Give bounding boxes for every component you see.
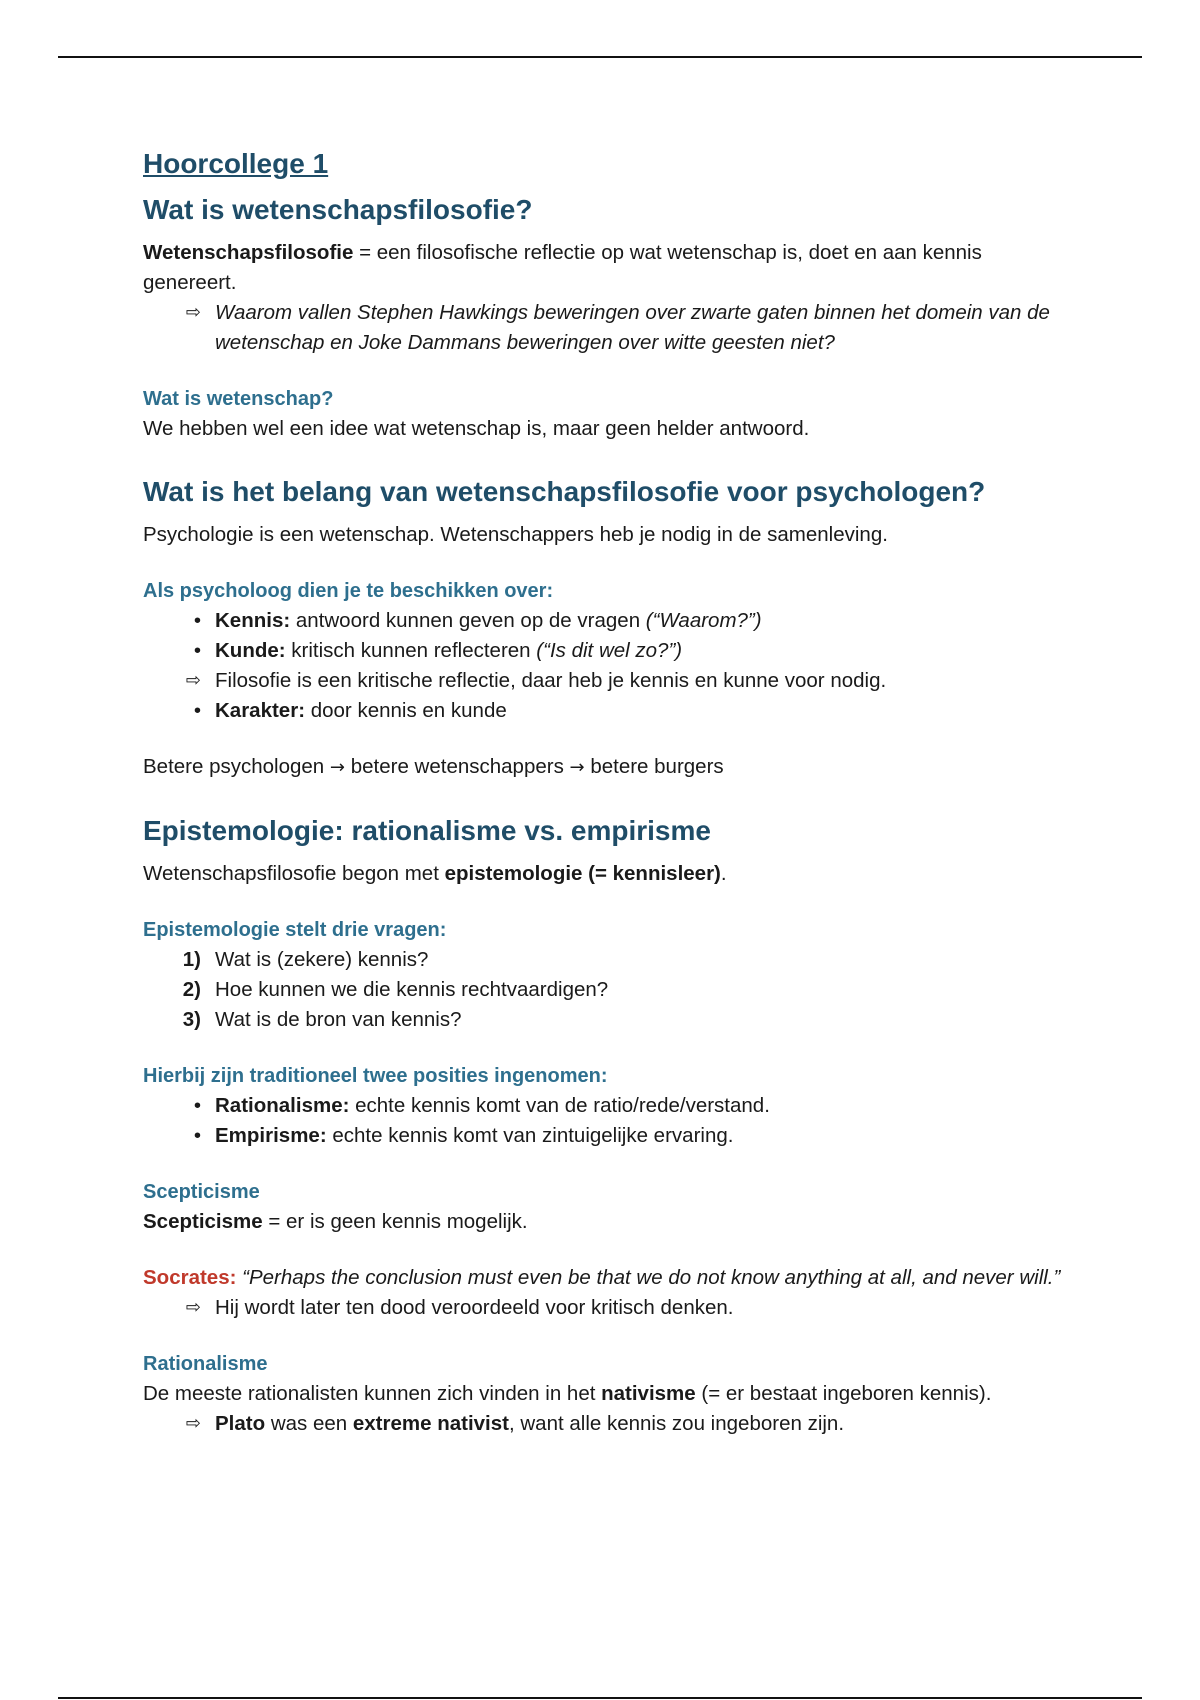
numbered-item (143, 975, 1063, 1005)
item-text: Hoe kunnen we die kennis rechtvaardigen? (215, 978, 609, 1001)
list-item (143, 1091, 1063, 1121)
subheading-wat-is-wetenschap: Wat is wetenschap? (143, 388, 334, 410)
chain-item: betere wetenschappers (350, 755, 564, 778)
arrow-right-icon: ⇨ (185, 670, 201, 691)
arrow-icon: → (329, 757, 346, 778)
list-item (143, 666, 1063, 696)
chain-item: betere burgers (590, 755, 724, 778)
list-item-text: kritisch kunnen reflecteren (285, 639, 537, 662)
list-item-italic: (“Waarom?”) (645, 609, 762, 632)
definition-text: = een filosofische reflectie op wat wetenschap is, doet en aan kennis genereert. (143, 241, 982, 294)
top-rule (58, 56, 1142, 58)
paragraph-nativisme (143, 1379, 1063, 1409)
list-item (143, 696, 1063, 726)
rat-pre: De meeste rationalisten kunnen zich vinden in het (143, 1382, 602, 1405)
arrow-item-text: Hij wordt later ten dood veroordeeld voor kritisch denken. (215, 1296, 734, 1319)
paragraph-psychologie: Psychologie is een wetenschap. Wetenschappers heb je nodig in de samenleving. (143, 523, 888, 546)
scept-term: Scepticisme (143, 1210, 263, 1233)
list-item-term: Kunde: (215, 639, 286, 662)
list-item-term: Rationalisme: (215, 1094, 350, 1117)
item-number: 3) (182, 1008, 201, 1031)
section-heading-epistemologie: Epistemologie: rationalisme vs. empirisme (143, 815, 711, 846)
arrow-right-icon: ⇨ (185, 1297, 201, 1318)
bullet-icon: • (193, 699, 201, 722)
bottom-rule (58, 1697, 1142, 1699)
list-item-italic: (“Is dit wel zo?”) (536, 639, 683, 662)
subheading-rationalisme: Rationalisme (143, 1353, 268, 1375)
arrow-right-icon: ⇨ (185, 1413, 201, 1434)
paragraph-epistemologie (143, 859, 1063, 889)
arrow-item (143, 1409, 1063, 1439)
document-page (143, 140, 1063, 1439)
arrow-item-text: Waarom vallen Stephen Hawkings beweringen over zwarte gaten binnen het domein van de wetenschap en Joke Dammans beweringen over witte geesten niet? (215, 301, 1050, 354)
intro-post: . (720, 862, 727, 885)
section-heading-belang: Wat is het belang van wetenschapsfilosofie voor psychologen? (143, 476, 986, 507)
socrates-name: Socrates: (143, 1266, 237, 1289)
list-item (143, 1121, 1063, 1151)
definition-term: Wetenschapsfilosofie (143, 241, 354, 264)
subheading-psycholoog: Als psycholoog dien je te beschikken over: (143, 580, 554, 602)
list-item-text: door kennis en kunde (305, 699, 507, 722)
list-item (143, 636, 1063, 666)
subheading-scepticisme: Scepticisme (143, 1181, 260, 1203)
paragraph-wetenschap: We hebben wel een idee wat wetenschap is, maar geen helder antwoord. (143, 417, 810, 440)
rat-post: (= er bestaat ingeboren kennis). (695, 1382, 992, 1405)
plato-post: , want alle kennis zou ingeboren zijn. (508, 1412, 845, 1435)
bullet-icon: • (193, 609, 201, 632)
item-text: Wat is de bron van kennis? (215, 1008, 462, 1031)
list-item-term: Kennis: (215, 609, 291, 632)
socrates-quote (143, 1263, 1063, 1293)
arrow-item (143, 298, 1063, 358)
item-text: Wat is (zekere) kennis? (215, 948, 429, 971)
definition-paragraph (143, 238, 1063, 298)
bullet-icon: • (193, 1094, 201, 1117)
plato-term: Plato (215, 1412, 266, 1435)
list-item-term: Empirisme: (215, 1124, 327, 1147)
subheading-drie-vragen: Epistemologie stelt drie vragen: (143, 919, 447, 941)
list-item-term: Karakter: (215, 699, 306, 722)
chain-item: Betere psychologen (143, 755, 325, 778)
paragraph-scepticisme (143, 1207, 1063, 1237)
rat-bold: nativisme (601, 1382, 696, 1405)
chain-paragraph (143, 752, 1063, 783)
numbered-item (143, 945, 1063, 975)
subheading-posities: Hierbij zijn traditioneel twee posities ingenomen: (143, 1065, 608, 1087)
list-item-text: antwoord kunnen geven op de vragen (290, 609, 646, 632)
arrow-item (143, 1293, 1063, 1323)
quote-text: “Perhaps the conclusion must even be that we do not know anything at all, and never will.” (236, 1266, 1061, 1289)
page-title: Hoorcollege 1 (143, 148, 329, 179)
bullet-icon: • (193, 639, 201, 662)
plato-mid: was een (265, 1412, 353, 1435)
numbered-item (143, 1005, 1063, 1035)
bullet-icon: • (193, 1124, 201, 1147)
list-item-text: echte kennis komt van de ratio/rede/verstand. (349, 1094, 770, 1117)
arrow-right-icon: ⇨ (185, 302, 201, 323)
item-number: 1) (182, 948, 201, 971)
list-item-text: Filosofie is een kritische reflectie, daar heb je kennis en kunne voor nodig. (215, 669, 887, 692)
section-heading-wetenschapsfilosofie: Wat is wetenschapsfilosofie? (143, 194, 533, 225)
list-item (143, 606, 1063, 636)
intro-bold: epistemologie (= kennisleer) (444, 862, 721, 885)
item-number: 2) (182, 978, 201, 1001)
intro-text: Wetenschapsfilosofie begon met (143, 862, 445, 885)
scept-text: = er is geen kennis mogelijk. (262, 1210, 528, 1233)
plato-bold: extreme nativist (352, 1412, 509, 1435)
arrow-icon: → (569, 757, 585, 778)
list-item-text: echte kennis komt van zintuigelijke ervaring. (326, 1124, 734, 1147)
